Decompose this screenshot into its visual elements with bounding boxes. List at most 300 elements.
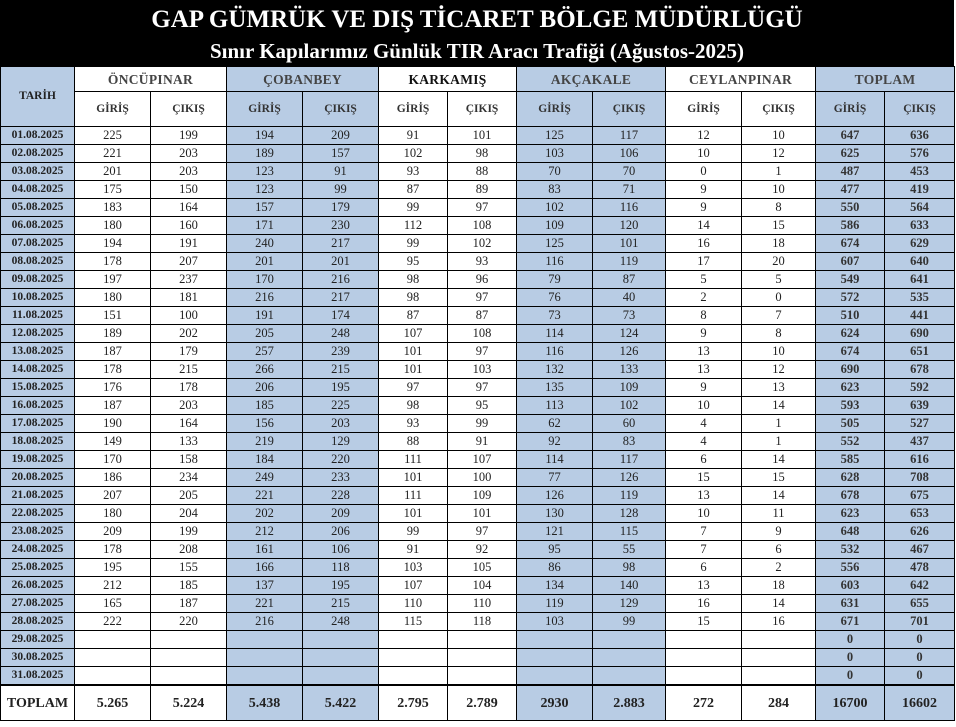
table-cell <box>742 667 816 686</box>
table-cell: 576 <box>885 145 955 163</box>
table-cell: 510 <box>816 307 885 325</box>
table-cell: 128 <box>593 505 666 523</box>
table-cell: 248 <box>303 613 379 631</box>
table-cell: 5 <box>742 271 816 289</box>
table-body <box>1 127 955 686</box>
table-cell: 15 <box>666 613 742 631</box>
table-cell: 202 <box>151 325 227 343</box>
giris-header: GİRİŞ <box>666 92 742 127</box>
table-cell: 109 <box>517 217 593 235</box>
table-cell: 5 <box>666 271 742 289</box>
table-cell: 123 <box>227 181 303 199</box>
table-cell: 157 <box>303 145 379 163</box>
table-row <box>1 145 955 163</box>
table-cell: 648 <box>816 523 885 541</box>
table-row <box>1 649 955 667</box>
table-cell: 201 <box>227 253 303 271</box>
table-row <box>1 397 955 415</box>
table-cell: 7 <box>742 307 816 325</box>
table-cell: 12 <box>742 145 816 163</box>
table-cell: 123 <box>227 163 303 181</box>
table-cell: 125 <box>517 235 593 253</box>
date-cell: 12.08.2025 <box>1 325 75 343</box>
table-cell: 165 <box>75 595 151 613</box>
table-cell: 95 <box>379 253 448 271</box>
table-cell: 16 <box>666 235 742 253</box>
table-cell: 674 <box>816 343 885 361</box>
table-cell: 134 <box>517 577 593 595</box>
table-cell: 217 <box>303 289 379 307</box>
table-cell: 7 <box>666 523 742 541</box>
table-cell: 208 <box>151 541 227 559</box>
table-cell: 130 <box>517 505 593 523</box>
table-cell: 185 <box>151 577 227 595</box>
table-cell: 91 <box>448 433 517 451</box>
table-cell <box>517 631 593 649</box>
table-cell: 6 <box>666 451 742 469</box>
table-cell <box>666 649 742 667</box>
table-cell: 212 <box>227 523 303 541</box>
table-cell: 98 <box>379 271 448 289</box>
table-cell: 95 <box>448 397 517 415</box>
table-cell: 201 <box>303 253 379 271</box>
table-cell: 55 <box>593 541 666 559</box>
table-cell: 206 <box>303 523 379 541</box>
table-cell: 100 <box>448 469 517 487</box>
table-cell <box>75 649 151 667</box>
table-cell <box>448 631 517 649</box>
table-cell: 248 <box>303 325 379 343</box>
table-cell: 204 <box>151 505 227 523</box>
region-header-akcakale: AKÇAKALE <box>517 67 666 92</box>
table-cell: 97 <box>448 523 517 541</box>
table-row <box>1 631 955 649</box>
table-cell: 92 <box>448 541 517 559</box>
table-cell: 550 <box>816 199 885 217</box>
table-cell: 585 <box>816 451 885 469</box>
table-cell: 209 <box>303 505 379 523</box>
table-cell: 0 <box>742 289 816 307</box>
table-row <box>1 469 955 487</box>
table-cell: 86 <box>517 559 593 577</box>
table-row <box>1 307 955 325</box>
table-cell: 1 <box>742 415 816 433</box>
table-cell: 87 <box>448 307 517 325</box>
table-cell: 114 <box>517 325 593 343</box>
table-cell: 222 <box>75 613 151 631</box>
table-row <box>1 613 955 631</box>
date-cell: 11.08.2025 <box>1 307 75 325</box>
table-cell: 16 <box>666 595 742 613</box>
table-cell: 164 <box>151 415 227 433</box>
table-cell: 220 <box>303 451 379 469</box>
table-row <box>1 505 955 523</box>
table-cell: 99 <box>303 181 379 199</box>
table-cell: 77 <box>517 469 593 487</box>
table-row <box>1 289 955 307</box>
table-cell: 101 <box>593 235 666 253</box>
table-cell: 117 <box>593 451 666 469</box>
table-cell: 607 <box>816 253 885 271</box>
report-header <box>0 0 954 66</box>
table-cell <box>379 649 448 667</box>
table-cell: 121 <box>517 523 593 541</box>
table-cell: 564 <box>885 199 955 217</box>
table-cell: 120 <box>593 217 666 235</box>
table-cell: 9 <box>742 523 816 541</box>
table-cell: 179 <box>303 199 379 217</box>
table-cell: 207 <box>75 487 151 505</box>
table-row <box>1 253 955 271</box>
table-cell: 10 <box>742 127 816 145</box>
table-cell: 9 <box>666 199 742 217</box>
table-cell: 99 <box>448 415 517 433</box>
table-cell: 593 <box>816 397 885 415</box>
table-cell: 115 <box>593 523 666 541</box>
giris-header: GİRİŞ <box>517 92 593 127</box>
table-row <box>1 361 955 379</box>
date-cell: 22.08.2025 <box>1 505 75 523</box>
date-cell: 08.08.2025 <box>1 253 75 271</box>
table-cell: 126 <box>517 487 593 505</box>
table-cell: 174 <box>303 307 379 325</box>
region-header-karkamis: KARKAMIŞ <box>379 67 517 92</box>
date-cell: 27.08.2025 <box>1 595 75 613</box>
table-cell: 15 <box>666 469 742 487</box>
table-cell: 13 <box>666 343 742 361</box>
table-cell: 206 <box>227 379 303 397</box>
table-cell: 87 <box>379 181 448 199</box>
table-cell: 101 <box>379 343 448 361</box>
table-cell: 70 <box>593 163 666 181</box>
table-cell: 103 <box>448 361 517 379</box>
table-cell: 20 <box>742 253 816 271</box>
date-cell: 04.08.2025 <box>1 181 75 199</box>
table-cell: 215 <box>151 361 227 379</box>
table-cell: 149 <box>75 433 151 451</box>
table-cell: 624 <box>816 325 885 343</box>
table-cell: 0 <box>885 667 955 686</box>
table-cell: 194 <box>75 235 151 253</box>
table-cell: 9 <box>666 325 742 343</box>
table-cell <box>742 631 816 649</box>
report-title: GAP GÜMRÜK VE DIŞ TİCARET BÖLGE MÜDÜRLÜGÜ <box>151 6 803 33</box>
table-cell: 8 <box>742 199 816 217</box>
table-cell: 217 <box>303 235 379 253</box>
table-cell: 205 <box>151 487 227 505</box>
table-cell: 87 <box>379 307 448 325</box>
table-cell: 1 <box>742 433 816 451</box>
table-cell: 109 <box>593 379 666 397</box>
region-header-cobanbey: ÇOBANBEY <box>227 67 379 92</box>
table-cell: 161 <box>227 541 303 559</box>
table-cell: 633 <box>885 217 955 235</box>
table-cell <box>303 649 379 667</box>
table-cell: 625 <box>816 145 885 163</box>
table-cell: 437 <box>885 433 955 451</box>
table-cell: 96 <box>448 271 517 289</box>
table-row <box>1 667 955 686</box>
table-cell: 552 <box>816 433 885 451</box>
table-cell: 150 <box>151 181 227 199</box>
table-cell: 183 <box>75 199 151 217</box>
region-header-ceylanpinar: CEYLANPINAR <box>666 67 816 92</box>
total-cell: 2.795 <box>379 685 448 721</box>
table-cell: 14 <box>666 217 742 235</box>
table-row <box>1 577 955 595</box>
table-cell: 209 <box>303 127 379 145</box>
date-cell: 05.08.2025 <box>1 199 75 217</box>
table-cell: 111 <box>379 451 448 469</box>
table-cell: 108 <box>448 217 517 235</box>
table-cell: 116 <box>517 253 593 271</box>
table-cell: 88 <box>448 163 517 181</box>
table-cell <box>593 631 666 649</box>
table-cell: 103 <box>517 145 593 163</box>
table-cell: 11 <box>742 505 816 523</box>
table-cell: 225 <box>75 127 151 145</box>
table-cell: 89 <box>448 181 517 199</box>
table-cell: 119 <box>517 595 593 613</box>
table-cell: 115 <box>379 613 448 631</box>
table-cell: 132 <box>517 361 593 379</box>
table-cell: 99 <box>593 613 666 631</box>
table-cell <box>227 631 303 649</box>
table-cell: 112 <box>379 217 448 235</box>
table-cell <box>227 649 303 667</box>
table-row <box>1 163 955 181</box>
date-cell: 31.08.2025 <box>1 667 75 686</box>
table-cell: 701 <box>885 613 955 631</box>
table-cell: 216 <box>227 613 303 631</box>
table-cell: 631 <box>816 595 885 613</box>
table-cell: 13 <box>666 361 742 379</box>
table-cell: 191 <box>151 235 227 253</box>
table-cell: 10 <box>742 181 816 199</box>
table-cell: 102 <box>379 145 448 163</box>
table-cell: 178 <box>75 253 151 271</box>
table-cell: 73 <box>517 307 593 325</box>
table-row <box>1 199 955 217</box>
date-cell: 16.08.2025 <box>1 397 75 415</box>
giris-header: GİRİŞ <box>227 92 303 127</box>
total-cell: 2.883 <box>593 685 666 721</box>
table-row <box>1 523 955 541</box>
table-cell: 181 <box>151 289 227 307</box>
table-cell: 133 <box>151 433 227 451</box>
table-cell: 155 <box>151 559 227 577</box>
table-cell: 209 <box>75 523 151 541</box>
table-cell: 640 <box>885 253 955 271</box>
table-cell: 237 <box>151 271 227 289</box>
table-cell: 79 <box>517 271 593 289</box>
table-cell: 0 <box>816 649 885 667</box>
table-cell: 99 <box>379 523 448 541</box>
date-cell: 23.08.2025 <box>1 523 75 541</box>
table-cell: 653 <box>885 505 955 523</box>
table-cell: 478 <box>885 559 955 577</box>
table-cell: 187 <box>75 343 151 361</box>
table-cell: 205 <box>227 325 303 343</box>
giris-header: GİRİŞ <box>816 92 885 127</box>
table-cell: 675 <box>885 487 955 505</box>
cikis-header: ÇIKIŞ <box>885 92 955 127</box>
table-row <box>1 541 955 559</box>
table-cell: 189 <box>75 325 151 343</box>
table-row <box>1 235 955 253</box>
date-cell: 21.08.2025 <box>1 487 75 505</box>
table-cell: 40 <box>593 289 666 307</box>
table-cell: 107 <box>379 577 448 595</box>
table-cell: 97 <box>448 343 517 361</box>
table-cell: 592 <box>885 379 955 397</box>
table-cell: 189 <box>227 145 303 163</box>
table-cell: 13 <box>742 379 816 397</box>
table-cell: 10 <box>666 145 742 163</box>
table-cell: 690 <box>816 361 885 379</box>
table-cell: 628 <box>816 469 885 487</box>
table-cell: 616 <box>885 451 955 469</box>
table-cell: 116 <box>593 199 666 217</box>
table-cell: 14 <box>742 397 816 415</box>
table-cell: 674 <box>816 235 885 253</box>
table-cell: 178 <box>75 541 151 559</box>
table-row <box>1 559 955 577</box>
table-cell: 477 <box>816 181 885 199</box>
table-cell: 16 <box>742 613 816 631</box>
table-cell: 18 <box>742 235 816 253</box>
table-cell: 203 <box>151 163 227 181</box>
table-cell: 10 <box>666 505 742 523</box>
date-cell: 14.08.2025 <box>1 361 75 379</box>
table-cell: 219 <box>227 433 303 451</box>
table-cell: 180 <box>75 289 151 307</box>
table-cell: 107 <box>448 451 517 469</box>
table-cell: 572 <box>816 289 885 307</box>
table-cell: 215 <box>303 595 379 613</box>
table-cell: 91 <box>303 163 379 181</box>
table-cell: 97 <box>448 379 517 397</box>
date-cell: 03.08.2025 <box>1 163 75 181</box>
table-cell: 249 <box>227 469 303 487</box>
table-cell: 118 <box>303 559 379 577</box>
cikis-header: ÇIKIŞ <box>448 92 517 127</box>
table-cell: 87 <box>593 271 666 289</box>
table-cell <box>379 667 448 686</box>
table-cell: 101 <box>448 127 517 145</box>
table-cell: 639 <box>885 397 955 415</box>
table-cell: 230 <box>303 217 379 235</box>
date-cell: 07.08.2025 <box>1 235 75 253</box>
table-cell: 156 <box>227 415 303 433</box>
table-cell: 103 <box>379 559 448 577</box>
table-cell: 2 <box>666 289 742 307</box>
table-cell <box>303 667 379 686</box>
table-cell: 487 <box>816 163 885 181</box>
table-cell: 101 <box>379 361 448 379</box>
table-cell: 6 <box>666 559 742 577</box>
table-cell: 93 <box>379 163 448 181</box>
table-cell: 185 <box>227 397 303 415</box>
table-row <box>1 415 955 433</box>
table-row <box>1 127 955 145</box>
table-row <box>1 595 955 613</box>
giris-header: GİRİŞ <box>75 92 151 127</box>
table-cell: 626 <box>885 523 955 541</box>
table-cell <box>517 667 593 686</box>
table-cell: 91 <box>379 127 448 145</box>
table-cell: 708 <box>885 469 955 487</box>
table-cell: 98 <box>448 145 517 163</box>
table-cell: 60 <box>593 415 666 433</box>
table-cell: 15 <box>742 469 816 487</box>
table-cell: 4 <box>666 415 742 433</box>
totals-row <box>1 685 955 721</box>
total-cell: 5.265 <box>75 685 151 721</box>
table-cell: 126 <box>593 343 666 361</box>
total-cell: 5.224 <box>151 685 227 721</box>
table-cell: 527 <box>885 415 955 433</box>
table-cell: 216 <box>303 271 379 289</box>
date-cell: 06.08.2025 <box>1 217 75 235</box>
table-cell <box>742 649 816 667</box>
table-cell: 199 <box>151 127 227 145</box>
table-cell: 603 <box>816 577 885 595</box>
table-cell: 203 <box>151 145 227 163</box>
table-cell: 97 <box>448 289 517 307</box>
table-cell: 186 <box>75 469 151 487</box>
table-cell <box>227 667 303 686</box>
table-cell: 453 <box>885 163 955 181</box>
total-cell: 284 <box>742 685 816 721</box>
table-cell: 117 <box>593 127 666 145</box>
table-cell <box>517 649 593 667</box>
cikis-header: ÇIKIŞ <box>151 92 227 127</box>
date-cell: 01.08.2025 <box>1 127 75 145</box>
table-row <box>1 487 955 505</box>
table-cell: 102 <box>448 235 517 253</box>
table-cell <box>303 631 379 649</box>
table-cell: 228 <box>303 487 379 505</box>
table-cell: 8 <box>666 307 742 325</box>
table-cell: 10 <box>742 343 816 361</box>
table-cell: 234 <box>151 469 227 487</box>
table-cell <box>448 667 517 686</box>
table-cell: 220 <box>151 613 227 631</box>
table-cell: 0 <box>816 631 885 649</box>
table-cell: 91 <box>379 541 448 559</box>
table-cell: 109 <box>448 487 517 505</box>
table-cell: 0 <box>885 649 955 667</box>
table-cell: 239 <box>303 343 379 361</box>
table-cell: 135 <box>517 379 593 397</box>
table-cell: 629 <box>885 235 955 253</box>
table-cell: 221 <box>227 487 303 505</box>
date-column-header: TARİH <box>1 67 75 127</box>
table-cell: 467 <box>885 541 955 559</box>
table-cell: 12 <box>742 361 816 379</box>
region-header-total: TOPLAM <box>816 67 955 92</box>
giris-header: GİRİŞ <box>379 92 448 127</box>
table-cell: 655 <box>885 595 955 613</box>
table-cell: 216 <box>227 289 303 307</box>
table-cell: 195 <box>75 559 151 577</box>
table-cell: 17 <box>666 253 742 271</box>
table-cell: 4 <box>666 433 742 451</box>
table-cell: 83 <box>593 433 666 451</box>
table-row <box>1 325 955 343</box>
table-cell: 0 <box>816 667 885 686</box>
